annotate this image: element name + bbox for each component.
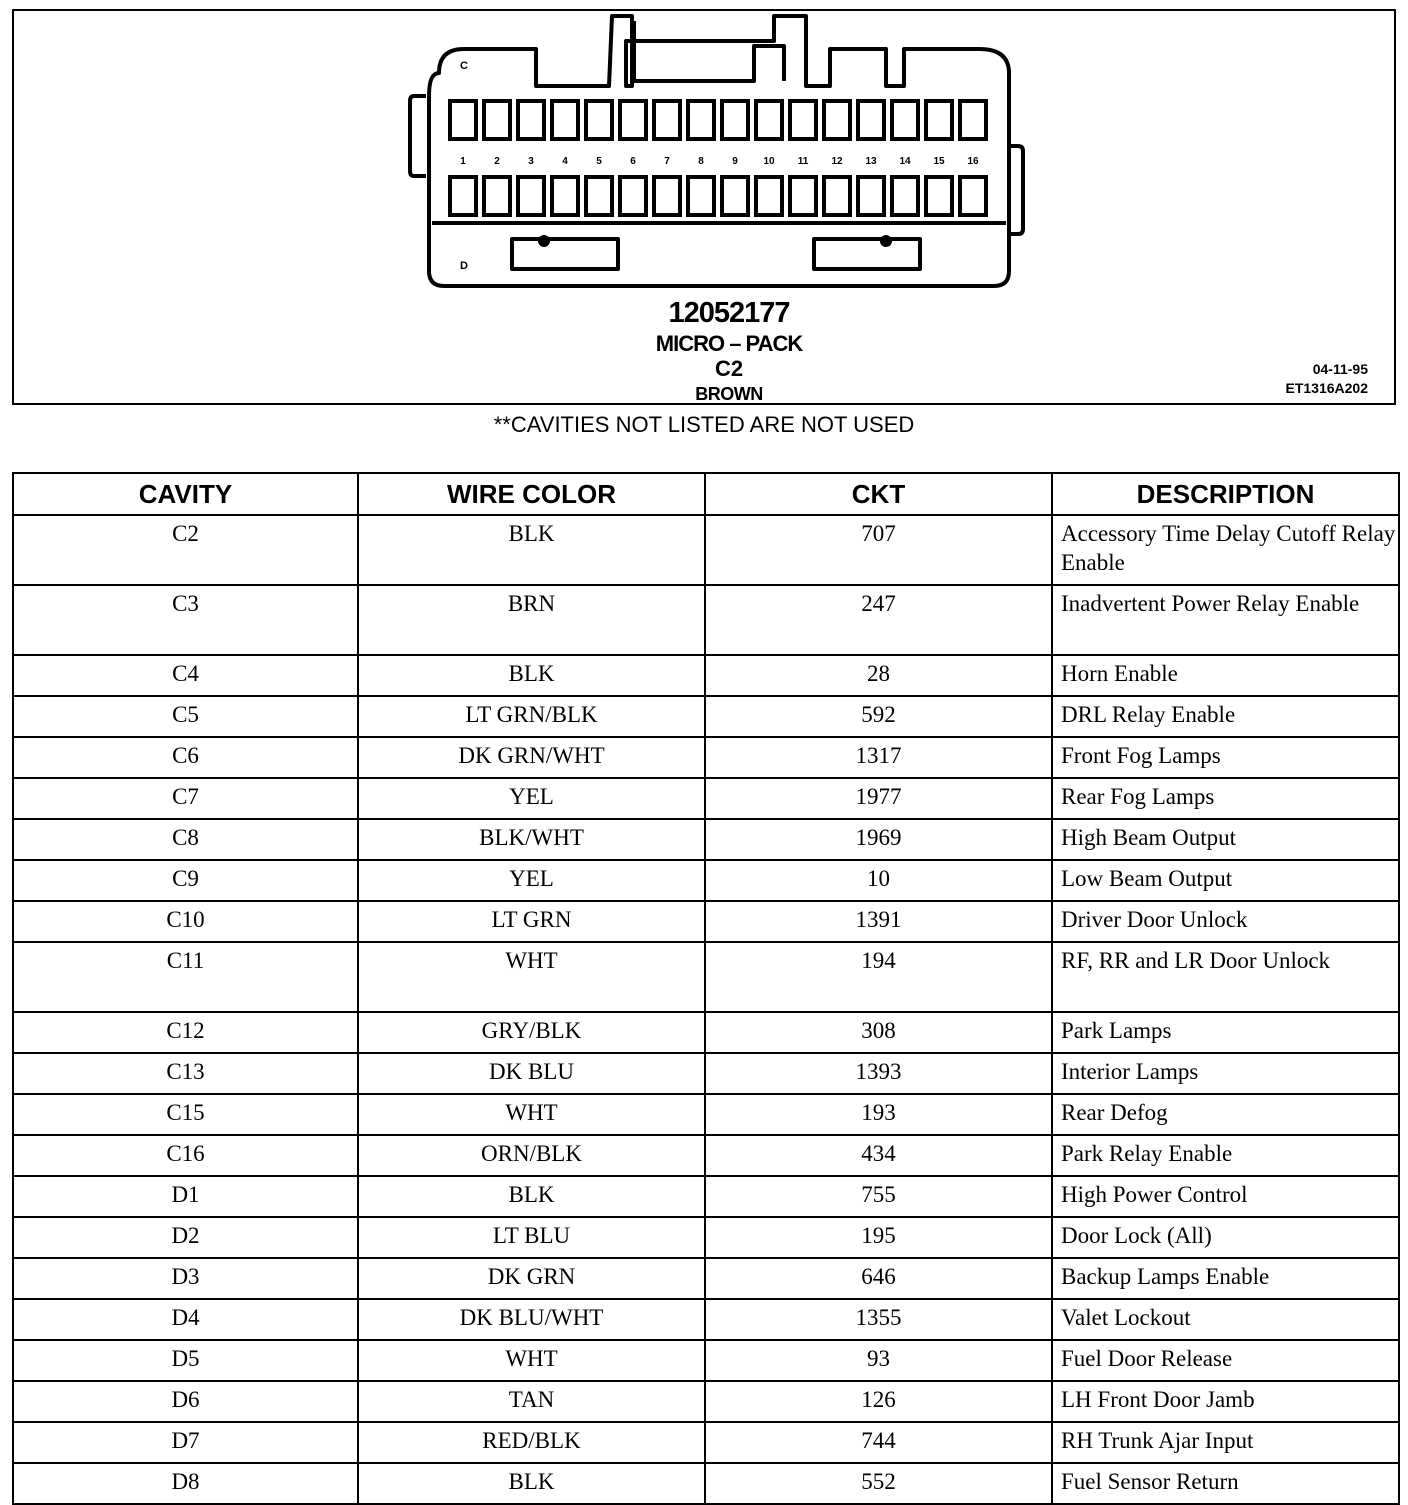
- description-cell: High Power Control: [1052, 1176, 1399, 1217]
- wire-color-cell: BLK/WHT: [358, 819, 705, 860]
- description-cell: Fuel Door Release: [1052, 1340, 1399, 1381]
- pin-number-label: 9: [732, 156, 738, 167]
- pin-number-label: 5: [596, 156, 602, 167]
- wire-color-cell: DK BLU: [358, 1053, 705, 1094]
- table-row: [13, 1340, 1399, 1381]
- left-key-dot: [538, 235, 550, 247]
- reference-date: 04-11-95: [1312, 361, 1368, 377]
- connector-color: BROWN: [695, 384, 763, 404]
- left-key: [512, 239, 618, 269]
- cavity-cell: D1: [13, 1176, 358, 1217]
- pin-number-label: 12: [831, 156, 843, 167]
- header-wire-color: WIRE COLOR: [358, 473, 705, 515]
- pin-number-label: 1: [460, 156, 466, 167]
- ckt-cell: 1355: [705, 1299, 1052, 1340]
- header-description: DESCRIPTION: [1052, 473, 1399, 515]
- cavity-c-2: [484, 101, 510, 139]
- top-catch: [634, 21, 784, 81]
- table-row: [13, 1381, 1399, 1422]
- table-row: [13, 585, 1399, 655]
- description-cell: Inadvertent Power Relay Enable: [1052, 585, 1399, 655]
- ckt-cell: 93: [705, 1340, 1052, 1381]
- pin-number-label: 13: [865, 156, 877, 167]
- wire-color-cell: BLK: [358, 1176, 705, 1217]
- description-cell: Door Lock (All): [1052, 1217, 1399, 1258]
- table-row: [13, 901, 1399, 942]
- ckt-cell: 1969: [705, 819, 1052, 860]
- wire-color-cell: ORN/BLK: [358, 1135, 705, 1176]
- table-row: [13, 942, 1399, 1012]
- description-cell: Horn Enable: [1052, 655, 1399, 696]
- pin-number-label: 15: [933, 156, 945, 167]
- pin-number-label: 3: [528, 156, 534, 167]
- wire-color-cell: DK GRN/WHT: [358, 737, 705, 778]
- ckt-cell: 1977: [705, 778, 1052, 819]
- table-row: [13, 1422, 1399, 1463]
- description-cell: LH Front Door Jamb: [1052, 1381, 1399, 1422]
- wire-color-cell: YEL: [358, 860, 705, 901]
- connector-diagram-frame: [12, 9, 1396, 405]
- cavity-cell: C3: [13, 585, 358, 655]
- row-d-label: D: [460, 260, 468, 272]
- cavity-cell: D5: [13, 1340, 358, 1381]
- cavity-c-8: [688, 101, 714, 139]
- wire-color-cell: DK GRN: [358, 1258, 705, 1299]
- pin-number-label: 2: [494, 156, 500, 167]
- cavity-c-4: [552, 101, 578, 139]
- table-row: [13, 1258, 1399, 1299]
- ckt-cell: 744: [705, 1422, 1052, 1463]
- cavity-d-13: [858, 177, 884, 215]
- cavity-d-6: [620, 177, 646, 215]
- cavity-c-14: [892, 101, 918, 139]
- table-row: [13, 778, 1399, 819]
- wire-color-cell: BLK: [358, 655, 705, 696]
- description-cell: Backup Lamps Enable: [1052, 1258, 1399, 1299]
- cavity-d-4: [552, 177, 578, 215]
- cavity-c-11: [790, 101, 816, 139]
- ckt-cell: 707: [705, 515, 1052, 585]
- cavity-d-9: [722, 177, 748, 215]
- ckt-cell: 308: [705, 1012, 1052, 1053]
- table-row: [13, 696, 1399, 737]
- cavity-d-5: [586, 177, 612, 215]
- cavity-cell: C7: [13, 778, 358, 819]
- cavity-c-9: [722, 101, 748, 139]
- cavity-c-6: [620, 101, 646, 139]
- pin-number-row: [460, 156, 979, 167]
- pin-number-label: 8: [698, 156, 704, 167]
- table-header-row: [13, 473, 1399, 515]
- pin-number-label: 6: [630, 156, 636, 167]
- cavity-d-12: [824, 177, 850, 215]
- header-cavity: CAVITY: [13, 473, 358, 515]
- row-c-label: C: [460, 60, 468, 72]
- cavity-cell: C8: [13, 819, 358, 860]
- header-ckt: CKT: [705, 473, 1052, 515]
- pin-number-label: 16: [967, 156, 979, 167]
- description-cell: Rear Fog Lamps: [1052, 778, 1399, 819]
- cavity-cell: C12: [13, 1012, 358, 1053]
- cavity-d-1: [450, 177, 476, 215]
- ckt-cell: 195: [705, 1217, 1052, 1258]
- cavity-cell: C4: [13, 655, 358, 696]
- reference-code: ET1316A202: [1285, 380, 1368, 396]
- description-cell: Interior Lamps: [1052, 1053, 1399, 1094]
- pinout-table: [12, 472, 1400, 1505]
- ckt-cell: 193: [705, 1094, 1052, 1135]
- pin-number-label: 7: [664, 156, 670, 167]
- ckt-cell: 755: [705, 1176, 1052, 1217]
- cavity-c-1: [450, 101, 476, 139]
- cavity-c-5: [586, 101, 612, 139]
- table-row: [13, 737, 1399, 778]
- cavity-d-15: [926, 177, 952, 215]
- cavity-c-7: [654, 101, 680, 139]
- table-row: [13, 860, 1399, 901]
- wire-color-cell: DK BLU/WHT: [358, 1299, 705, 1340]
- cavity-cell: D8: [13, 1463, 358, 1504]
- left-latch-tab: [410, 96, 426, 176]
- description-cell: Fuel Sensor Return: [1052, 1463, 1399, 1504]
- pin-number-label: 14: [899, 156, 911, 167]
- description-cell: Valet Lockout: [1052, 1299, 1399, 1340]
- ckt-cell: 126: [705, 1381, 1052, 1422]
- description-cell: Front Fog Lamps: [1052, 737, 1399, 778]
- wire-color-cell: LT GRN/BLK: [358, 696, 705, 737]
- cavity-c-16: [960, 101, 986, 139]
- cavity-d-3: [518, 177, 544, 215]
- table-row: [13, 515, 1399, 585]
- cavity-cell: C6: [13, 737, 358, 778]
- cavity-d-7: [654, 177, 680, 215]
- cavity-cell: C2: [13, 515, 358, 585]
- cavity-c-3: [518, 101, 544, 139]
- ckt-cell: 1391: [705, 901, 1052, 942]
- description-cell: Park Relay Enable: [1052, 1135, 1399, 1176]
- wire-color-cell: WHT: [358, 942, 705, 1012]
- ckt-cell: 194: [705, 942, 1052, 1012]
- connector-id: C2: [714, 356, 744, 381]
- cavity-c-12: [824, 101, 850, 139]
- description-cell: RH Trunk Ajar Input: [1052, 1422, 1399, 1463]
- description-cell: DRL Relay Enable: [1052, 696, 1399, 737]
- wire-color-cell: TAN: [358, 1381, 705, 1422]
- table-row: [13, 1053, 1399, 1094]
- ckt-cell: 552: [705, 1463, 1052, 1504]
- ckt-cell: 10: [705, 860, 1052, 901]
- cavity-c-10: [756, 101, 782, 139]
- table-row: [13, 1176, 1399, 1217]
- unused-cavities-note: **CAVITIES NOT LISTED ARE NOT USED: [493, 412, 915, 437]
- cavity-cell: C9: [13, 860, 358, 901]
- wire-color-cell: RED/BLK: [358, 1422, 705, 1463]
- cavity-cell: D7: [13, 1422, 358, 1463]
- wire-color-cell: BRN: [358, 585, 705, 655]
- cavity-cell: D3: [13, 1258, 358, 1299]
- cavity-cell: C15: [13, 1094, 358, 1135]
- wire-color-cell: GRY/BLK: [358, 1012, 705, 1053]
- description-cell: High Beam Output: [1052, 819, 1399, 860]
- right-key-dot: [880, 235, 892, 247]
- wire-color-cell: WHT: [358, 1094, 705, 1135]
- pin-number-label: 4: [562, 156, 568, 167]
- table-row: [13, 1299, 1399, 1340]
- ckt-cell: 1317: [705, 737, 1052, 778]
- table-row: [13, 1094, 1399, 1135]
- ckt-cell: 646: [705, 1258, 1052, 1299]
- description-cell: Low Beam Output: [1052, 860, 1399, 901]
- table-row: [13, 1135, 1399, 1176]
- right-latch-tab: [1009, 146, 1023, 234]
- cavity-d-14: [892, 177, 918, 215]
- cavity-cell: C11: [13, 942, 358, 1012]
- cavity-d-10: [756, 177, 782, 215]
- part-number: 12052177: [668, 297, 790, 329]
- table-row: [13, 1012, 1399, 1053]
- ckt-cell: 592: [705, 696, 1052, 737]
- cavity-cell: C10: [13, 901, 358, 942]
- wire-color-cell: LT GRN: [358, 901, 705, 942]
- cavity-cell: D6: [13, 1381, 358, 1422]
- cavity-cell: D4: [13, 1299, 358, 1340]
- cavity-c-13: [858, 101, 884, 139]
- wire-color-cell: LT BLU: [358, 1217, 705, 1258]
- cavity-d-16: [960, 177, 986, 215]
- cavity-d-2: [484, 177, 510, 215]
- wire-color-cell: BLK: [358, 1463, 705, 1504]
- pin-number-label: 11: [797, 156, 809, 167]
- table-row: [13, 655, 1399, 696]
- cavity-d-8: [688, 177, 714, 215]
- cavity-c-15: [926, 101, 952, 139]
- ckt-cell: 28: [705, 655, 1052, 696]
- ckt-cell: 1393: [705, 1053, 1052, 1094]
- wire-color-cell: WHT: [358, 1340, 705, 1381]
- cavity-d-11: [790, 177, 816, 215]
- wire-color-cell: YEL: [358, 778, 705, 819]
- description-cell: Park Lamps: [1052, 1012, 1399, 1053]
- cavity-cell: C5: [13, 696, 358, 737]
- table-row: [13, 819, 1399, 860]
- cavity-cell: D2: [13, 1217, 358, 1258]
- description-cell: RF, RR and LR Door Unlock: [1052, 942, 1399, 1012]
- wire-color-cell: BLK: [358, 515, 705, 585]
- cavity-cell: C16: [13, 1135, 358, 1176]
- right-key: [814, 239, 920, 269]
- cavity-cell: C13: [13, 1053, 358, 1094]
- pin-number-label: 10: [763, 156, 775, 167]
- description-cell: Driver Door Unlock: [1052, 901, 1399, 942]
- ckt-cell: 434: [705, 1135, 1052, 1176]
- description-cell: Rear Defog: [1052, 1094, 1399, 1135]
- connector-type: MICRO – PACK: [655, 331, 803, 356]
- description-cell: Accessory Time Delay Cutoff Relay Enable: [1052, 515, 1399, 585]
- table-row: [13, 1217, 1399, 1258]
- ckt-cell: 247: [705, 585, 1052, 655]
- table-row: [13, 1463, 1399, 1504]
